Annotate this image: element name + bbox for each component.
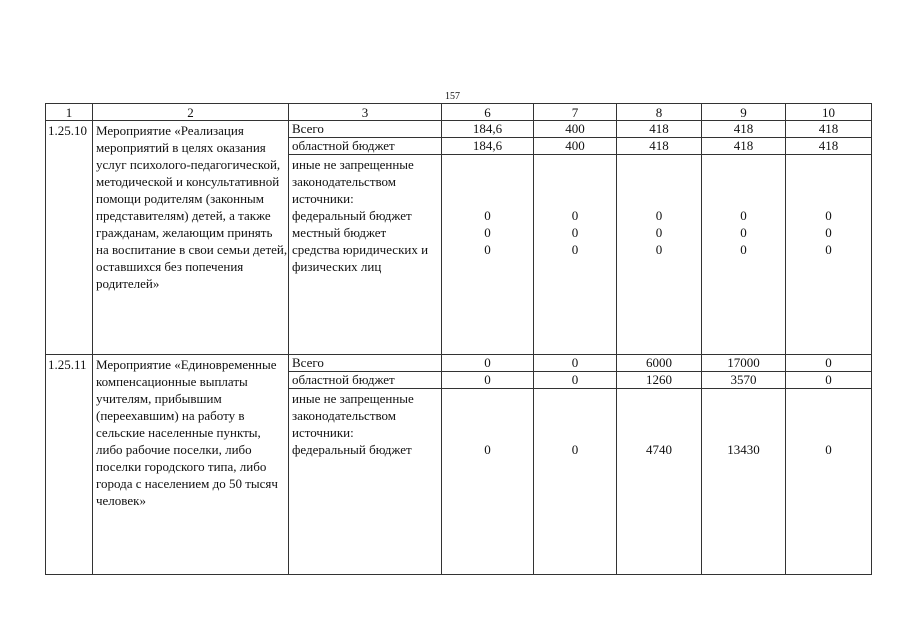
value-cell: 418	[617, 121, 702, 138]
source-legal-label: средства юридических и физических лиц	[292, 242, 429, 274]
value-cell: 400	[534, 121, 617, 138]
page-number: 157	[445, 91, 460, 102]
header-cell: 6	[442, 104, 534, 121]
value-cell: 0	[825, 208, 832, 223]
value-cell: 0	[534, 389, 617, 575]
value-cell: 0	[484, 208, 491, 223]
row-description: Мероприятие «Единовременные компенсационные выплаты учителям, прибывшим (переехавшим) на работу в сельские населенные пункты, либо рабочие поселки, либо поселки городского типа, либо города с населением до 50 тысяч человек»	[93, 355, 289, 575]
value-cell: 6000	[617, 355, 702, 372]
header-row	[46, 104, 872, 121]
source-local-label: местный бюджет	[292, 225, 387, 240]
source-total-label: Всего	[289, 121, 442, 138]
header-cell: 3	[289, 104, 442, 121]
source-regional-label: областной бюджет	[289, 138, 442, 155]
value-cell: 0	[786, 355, 872, 372]
source-federal-label: федеральный бюджет	[292, 442, 412, 457]
value-cell: 3570	[702, 372, 786, 389]
source-total-label: Всего	[289, 355, 442, 372]
value-cell: 1260	[617, 372, 702, 389]
value-cell: 0	[484, 225, 491, 240]
header-cell: 7	[534, 104, 617, 121]
value-cell: 0	[825, 242, 832, 257]
table-row	[46, 355, 872, 372]
value-cell: 0	[534, 372, 617, 389]
value-stack	[534, 155, 617, 355]
value-stack	[617, 155, 702, 355]
value-cell: 13430	[702, 389, 786, 575]
source-regional-label: областной бюджет	[289, 372, 442, 389]
value-cell: 0	[740, 208, 747, 223]
row-number: 1.25.10	[46, 121, 93, 355]
value-cell: 0	[825, 225, 832, 240]
value-cell: 0	[571, 208, 579, 223]
value-cell: 0	[534, 355, 617, 372]
value-cell: 0	[740, 242, 747, 257]
value-cell: 418	[702, 121, 786, 138]
value-cell: 0	[786, 372, 872, 389]
value-cell: 418	[786, 138, 872, 155]
value-cell: 0	[442, 355, 534, 372]
header-cell: 1	[46, 104, 93, 121]
value-cell: 0	[740, 225, 747, 240]
value-stack	[442, 155, 534, 355]
value-cell: 0	[655, 208, 663, 223]
header-cell: 10	[786, 104, 872, 121]
source-other-label: иные не запрещенные законодательством источники:	[292, 391, 414, 440]
source-federal-label: федеральный бюджет	[292, 208, 412, 223]
source-other-label: иные не запрещенные законодательством источники:	[292, 157, 414, 206]
value-cell: 0	[571, 242, 579, 257]
value-cell: 184,6	[442, 121, 534, 138]
value-cell: 0	[786, 389, 872, 575]
value-cell: 184,6	[442, 138, 534, 155]
header-cell: 2	[93, 104, 289, 121]
value-cell: 0	[484, 242, 491, 257]
value-cell: 0	[655, 225, 663, 240]
value-stack	[786, 155, 872, 355]
value-cell: 418	[617, 138, 702, 155]
value-cell: 400	[534, 138, 617, 155]
value-cell: 0	[442, 372, 534, 389]
value-cell: 4740	[617, 389, 702, 575]
header-cell: 9	[702, 104, 786, 121]
source-other-cell	[289, 155, 442, 355]
row-number: 1.25.11	[46, 355, 93, 575]
value-cell: 0	[571, 225, 579, 240]
header-cell: 8	[617, 104, 702, 121]
table-row	[46, 121, 872, 138]
value-stack	[702, 155, 786, 355]
source-other-cell	[289, 389, 442, 575]
value-cell: 17000	[702, 355, 786, 372]
value-cell: 418	[702, 138, 786, 155]
row-description: Мероприятие «Реализация мероприятий в целях оказания услуг психолого-педагогической, методической и консультативной помощи родителям (законным представителям) детей, а также гражданам, желающим принять на воспитание в свои семьи детей, оставшихся без попечения родителей»	[93, 121, 289, 355]
value-cell: 0	[655, 242, 663, 257]
value-cell: 0	[442, 389, 534, 575]
value-cell: 418	[786, 121, 872, 138]
budget-table	[45, 103, 872, 575]
